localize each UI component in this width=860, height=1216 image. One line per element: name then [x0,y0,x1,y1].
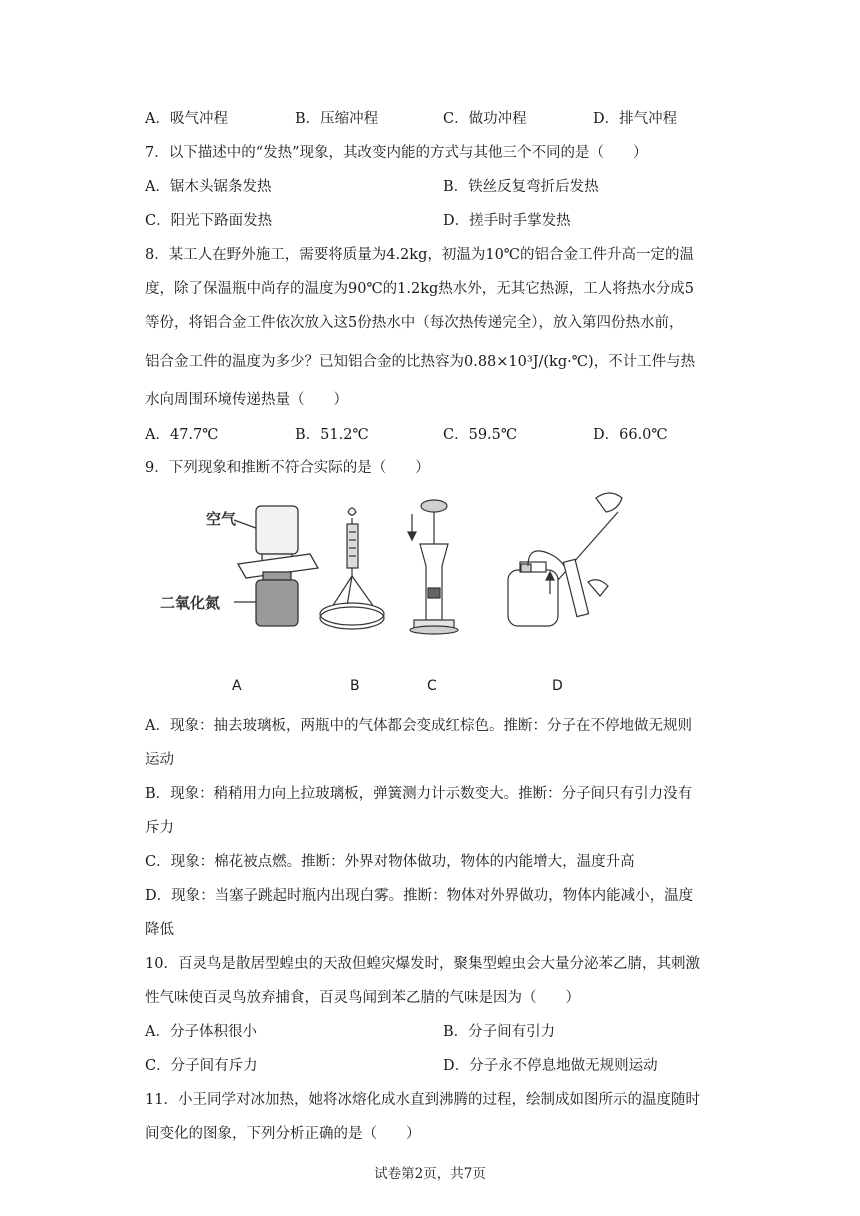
q6-option-c: C．做功冲程 [443,111,527,127]
q8-option-a: A．47.7℃ [145,427,219,443]
q8-option-c: C．59.5℃ [443,427,518,443]
page-footer: 试卷第2页，共7页 [374,1166,486,1182]
q9-option-a-line1: A．现象：抽去玻璃板，两瓶中的气体都会变成红棕色。推断：分子在不停地做无规则 [145,718,692,734]
q10-option-a: A．分子体积很小 [145,1024,257,1040]
q7-option-b: B．铁丝反复弯折后发热 [443,179,599,195]
q10-option-b: B．分子间有引力 [443,1024,556,1040]
q8-line-5: 水向周围环境传递热量（ ） [145,392,348,408]
q8-line-4: 铝合金工件的温度为多少？已知铝合金的比热容为0.88×10³J/(kg·℃)，不计工件与热 [145,354,696,370]
q9-experiment-figure [150,484,730,674]
figure-d-bottle-pump [508,493,622,626]
q10-line-2: 性气味使百灵鸟放弃捕食，百灵鸟闻到苯乙腈的气味是因为（ ） [145,990,580,1006]
q11-line-2: 间变化的图象，下列分析正确的是（ ） [145,1126,421,1142]
figure-b-spring-balance [320,508,384,629]
q6-option-d: D．排气冲程 [593,111,678,127]
q11-line-1: 11．小王同学对冰加热，她将冰熔化成水直到沸腾的过程，绘制成如图所示的温度随时 [145,1092,700,1108]
q10-option-c: C．分子间有斥力 [145,1058,258,1074]
figure-caption-a: A [232,678,242,694]
figure-a-gas-diffusion [234,506,318,626]
q9-option-c: C．现象：棉花被点燃。推断：外界对物体做功，物体的内能增大，温度升高 [145,854,635,870]
q7-option-a: A．锯木头锯条发热 [145,179,272,195]
q8-line-3: 等份，将铝合金工件依次放入这5份热水中（每次热传递完全），放入第四份热水前， [145,315,684,331]
q6-option-b: B．压缩冲程 [295,111,379,127]
figure-c-compression-cylinder [408,500,458,634]
q9-option-a-line2: 运动 [145,752,174,768]
q7-stem: 7．以下描述中的“发热”现象，其改变内能的方式与其他三个不同的是（ ） [145,145,648,161]
q9-option-d-line2: 降低 [145,922,174,938]
q7-option-c: C．阳光下路面发热 [145,213,273,229]
q6-option-a: A．吸气冲程 [145,111,228,127]
q8-option-d: D．66.0℃ [593,427,668,443]
q10-option-d: D．分子永不停息地做无规则运动 [443,1058,658,1074]
figure-caption-b: B [350,678,360,694]
figure-label-no2: 二氧化氮 [160,594,221,612]
figure-caption-c: C [427,678,437,694]
q8-option-b: B．51.2℃ [295,427,369,443]
q8-line-2: 度，除了保温瓶中尚存的温度为90℃的1.2kg热水外，无其它热源，工人将热水分成5 [145,281,695,297]
figure-caption-d: D [552,678,563,694]
figure-label-air: 空气 [206,510,237,528]
q9-option-b-line1: B．现象：稍稍用力向上拉玻璃板，弹簧测力计示数变大。推断：分子间只有引力没有 [145,786,693,802]
q7-option-d: D．搓手时手掌发热 [443,213,571,229]
q9-option-d-line1: D．现象：当塞子跳起时瓶内出现白雾。推断：物体对外界做功，物体内能减小，温度 [145,888,694,904]
q9-stem: 9．下列现象和推断不符合实际的是（ ） [145,460,430,476]
q8-line-1: 8．某工人在野外施工，需要将质量为4.2kg，初温为10℃的铝合金工件升高一定的温 [145,247,695,263]
q9-option-b-line2: 斥力 [145,820,174,836]
q10-line-1: 10．百灵鸟是散居型蝗虫的天敌但蝗灾爆发时，聚集型蝗虫会大量分泌苯乙腈，其刺激 [145,956,700,972]
